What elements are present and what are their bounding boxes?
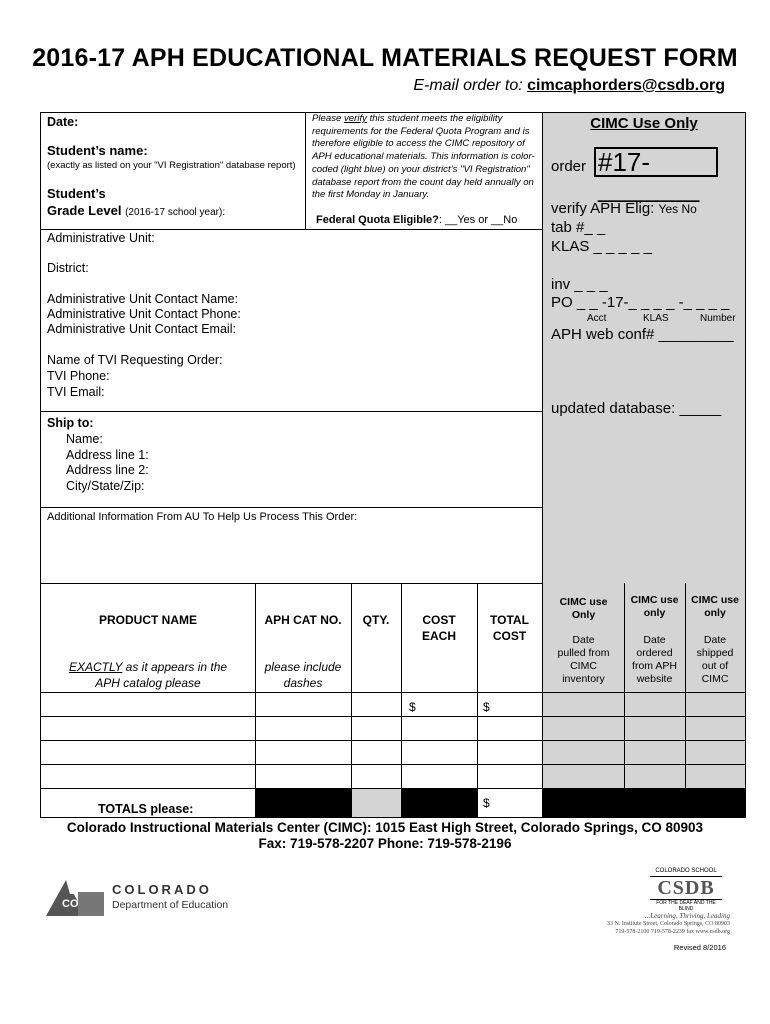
product-row-cell[interactable] bbox=[402, 765, 477, 788]
federal-quota-line bbox=[316, 214, 517, 226]
district-label: District: bbox=[47, 261, 89, 275]
g3-head bbox=[685, 594, 745, 620]
g1-head bbox=[543, 596, 624, 622]
address-line-1-label: Address line 1: bbox=[66, 448, 149, 462]
cde-logo bbox=[44, 876, 106, 918]
csdb-phone: 719-578-2100 719-578-2239 fax www.csdb.org bbox=[615, 929, 730, 935]
csdb-address: 33 N. Institute Street, Colorado Springs, CO 80903 bbox=[607, 921, 730, 927]
eligibility-note bbox=[312, 113, 540, 202]
g2-body-1: Date bbox=[643, 634, 666, 646]
student-name-label: Student’s name: bbox=[47, 143, 148, 158]
note-verify: verify bbox=[344, 113, 367, 124]
po-line: PO _ _ -17-_ _ _ _ -_ _ _ _ bbox=[551, 294, 730, 311]
po-acct-caption: Acct bbox=[587, 313, 607, 324]
cimc-phones: Fax: 719-578-2207 Phone: 719-578-2196 bbox=[258, 836, 512, 851]
col-product-note-1 bbox=[41, 660, 255, 674]
col-cat-note-1: please include bbox=[264, 660, 342, 674]
email-prefix: E-mail order to: bbox=[413, 77, 528, 94]
g3-body-3: out of bbox=[701, 660, 729, 672]
order-number-box[interactable]: #17-_______ bbox=[594, 147, 718, 177]
col-cost-each-2: EACH bbox=[421, 629, 456, 643]
product-row-cell[interactable] bbox=[352, 789, 401, 817]
note-pre: Please bbox=[312, 113, 344, 124]
g3-body-4: CIMC bbox=[701, 673, 729, 685]
g2-body bbox=[624, 634, 685, 686]
contact-name-label: Administrative Unit Contact Name: bbox=[47, 292, 239, 306]
tvi-phone-label: TVI Phone: bbox=[47, 369, 110, 383]
product-row-cell[interactable] bbox=[352, 693, 401, 716]
g1-head-1: CIMC use bbox=[559, 596, 608, 608]
cimc-use-title: CIMC Use Only bbox=[590, 115, 698, 132]
exactly-word: EXACTLY bbox=[68, 660, 123, 674]
product-row-cell[interactable] bbox=[256, 693, 351, 716]
cde-subtitle: Department of Education bbox=[112, 899, 229, 911]
product-row-cell[interactable] bbox=[478, 741, 542, 764]
g1-body-3: CIMC bbox=[570, 660, 597, 672]
student-note-divider bbox=[305, 113, 306, 229]
g1-head-2: Only bbox=[571, 609, 596, 621]
product-row-cell[interactable] bbox=[352, 741, 401, 764]
product-row-cell[interactable] bbox=[402, 789, 477, 817]
product-row-cell[interactable] bbox=[402, 741, 477, 764]
tvi-name-label: Name of TVI Requesting Order: bbox=[47, 353, 223, 367]
g2-head-2: only bbox=[643, 607, 666, 619]
grade-label-1: Student’s bbox=[47, 186, 106, 201]
verify-line bbox=[551, 200, 697, 217]
updated-database-line: updated database: _____ bbox=[551, 400, 722, 417]
product-row-cell[interactable] bbox=[42, 741, 255, 764]
grade-hint: (2016-17 school year): bbox=[125, 207, 226, 218]
klas-line: KLAS _ _ _ _ _ bbox=[551, 238, 652, 255]
col-qty: QTY. bbox=[362, 613, 390, 627]
col-total-cost-2: COST bbox=[492, 629, 527, 643]
federal-quota-options[interactable]: : __Yes or __No bbox=[438, 214, 518, 226]
cimc-address: Colorado Instructional Materials Center (CIMC): 1015 East High Street, Colorado Springs, CO 80903 bbox=[66, 820, 704, 835]
totals-label bbox=[98, 802, 193, 816]
city-state-zip-label: City/State/Zip: bbox=[66, 479, 145, 493]
additional-info-label: Additional Information From AU To Help Us Process This Order: bbox=[47, 511, 358, 523]
product-row-cell[interactable] bbox=[256, 765, 351, 788]
g1-body-2: pulled from bbox=[557, 647, 610, 659]
student-name-hint: (exactly as listed on your "VI Registration" database report) bbox=[47, 160, 296, 171]
cost-each-dollar: $ bbox=[409, 700, 416, 714]
col-cat-note-2: dashes bbox=[283, 676, 323, 690]
product-row-cell[interactable] bbox=[352, 717, 401, 740]
product-row-cell[interactable] bbox=[42, 765, 255, 788]
g2-body-3: from APH bbox=[632, 660, 677, 672]
g3-head-1: CIMC use bbox=[691, 594, 739, 606]
col-product-note-2: APH catalog please bbox=[95, 676, 201, 690]
contact-phone-label: Administrative Unit Contact Phone: bbox=[47, 307, 241, 321]
form-title: 2016-17 APH EDUCATIONAL MATERIALS REQUEST FORM bbox=[32, 44, 738, 72]
cde-mountain-icon bbox=[44, 876, 106, 918]
email-line bbox=[413, 77, 725, 95]
tvi-email-label: TVI Email: bbox=[47, 385, 105, 399]
product-row-cell[interactable] bbox=[478, 765, 542, 788]
po-klas-caption: KLAS bbox=[643, 313, 669, 324]
totals-text: TOTALS please: bbox=[98, 802, 194, 816]
contact-email-label: Administrative Unit Contact Email: bbox=[47, 322, 236, 336]
product-row-cell[interactable] bbox=[42, 717, 255, 740]
address-line-2-label: Address line 2: bbox=[66, 463, 149, 477]
g2-body-4: website bbox=[636, 673, 673, 685]
date-label: Date: bbox=[47, 115, 79, 129]
web-conf-line: APH web conf# _________ bbox=[551, 326, 734, 343]
order-label: order bbox=[551, 158, 587, 175]
total-cost-dollar: $ bbox=[483, 700, 490, 714]
totals-cimc-shade bbox=[542, 788, 745, 817]
product-row-cell[interactable] bbox=[42, 693, 255, 716]
col-product-name: PRODUCT NAME bbox=[99, 613, 197, 627]
csdb-tagline: ...Learning, Thriving, Leading bbox=[645, 912, 730, 920]
g2-body-2: ordered bbox=[636, 647, 673, 659]
col-total-cost-1: TOTAL bbox=[490, 613, 529, 627]
note-rest: as it appears in the bbox=[122, 660, 228, 674]
csdb-top-text: COLORADO SCHOOL bbox=[655, 868, 717, 874]
grade-label-2: Grade Level bbox=[47, 203, 122, 218]
federal-quota-label: Federal Quota Eligible? bbox=[316, 214, 439, 226]
tab-line: tab #_ _ bbox=[551, 219, 606, 236]
csdb-under-text: FOR THE DEAF AND THE BLIND bbox=[656, 900, 716, 912]
inv-line: inv _ _ _ bbox=[551, 276, 608, 293]
product-row-cell[interactable] bbox=[256, 789, 351, 817]
g1-body-1: Date bbox=[572, 634, 595, 646]
ship-bottom-line bbox=[41, 507, 542, 508]
email-link[interactable]: cimcaphorders@csdb.org bbox=[527, 77, 725, 94]
product-row-cell[interactable] bbox=[256, 717, 351, 740]
cde-co-text: CO bbox=[62, 898, 79, 910]
verify-label: verify APH Elig: bbox=[551, 200, 655, 217]
ship-to-label: Ship to: bbox=[47, 416, 94, 430]
po-number-caption: Number bbox=[700, 313, 736, 324]
cde-name: COLORADO bbox=[112, 882, 212, 897]
g3-head-2: only bbox=[704, 607, 726, 619]
note-post: this student meets the eligibility requirements for the Federal Quota Program and is therefore eligible to access the CIMC repository of APH educational materials. This information is color-coded (light blue) on your district’s "VI Registration" database report from the count day held annually on the first Monday in January. bbox=[312, 113, 535, 201]
col-cost-each-1: COST bbox=[422, 613, 456, 627]
verify-options[interactable]: Yes No bbox=[658, 202, 697, 216]
col-cat-no: APH CAT NO. bbox=[264, 613, 342, 627]
grand-total-dollar: $ bbox=[483, 796, 490, 810]
g2-head-1: CIMC use bbox=[630, 594, 679, 606]
product-row-cell[interactable] bbox=[256, 741, 351, 764]
csdb-logo: CSDB bbox=[650, 876, 722, 900]
student-bottom-line bbox=[41, 229, 542, 230]
admin-unit-label: Administrative Unit: bbox=[47, 231, 155, 245]
product-row-cell[interactable] bbox=[352, 765, 401, 788]
g1-body bbox=[543, 634, 624, 686]
cde-badge-text: CDE bbox=[80, 884, 95, 891]
g2-head bbox=[624, 594, 685, 620]
g3-body bbox=[685, 634, 745, 686]
g3-body-1: Date bbox=[703, 634, 727, 646]
revised-date: Revised 8/2016 bbox=[673, 943, 726, 952]
g3-body-2: shipped bbox=[696, 647, 734, 659]
product-row-cell[interactable] bbox=[402, 717, 477, 740]
product-row-cell[interactable] bbox=[478, 717, 542, 740]
g1-body-4: inventory bbox=[562, 673, 605, 685]
tvi-bottom-line bbox=[41, 411, 542, 412]
ship-name-label: Name: bbox=[66, 432, 103, 446]
grade-level-line bbox=[47, 203, 225, 218]
